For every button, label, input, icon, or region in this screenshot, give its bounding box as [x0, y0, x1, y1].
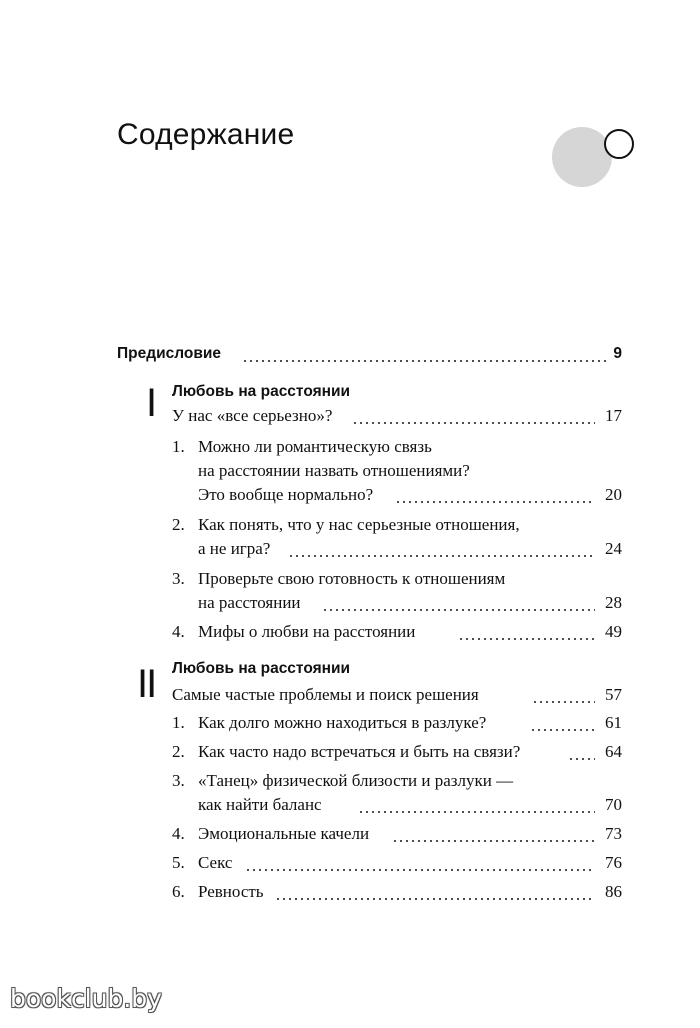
- toc-entry-chapter-2-6[interactable]: 6. Ревность 86: [172, 882, 622, 901]
- toc-entry-chapter-2-5[interactable]: 5. Секс 76: [172, 853, 622, 872]
- toc-entry-chapter-2-2[interactable]: 2. Как часто надо встречаться и быть на связи? 64: [172, 742, 622, 761]
- toc-leader: [392, 840, 595, 842]
- toc-entry-line: Это вообще нормально? 20: [198, 485, 622, 504]
- toc-preface-label: Предисловие: [117, 345, 222, 362]
- toc-leader: [568, 758, 595, 760]
- page-title: Содержание: [117, 118, 295, 151]
- part-heading-1: Любовь на расстоянии: [172, 383, 351, 400]
- toc-leader: [358, 811, 595, 813]
- toc-entry-part2-subtitle[interactable]: Самые частые проблемы и поиск решения 57: [172, 685, 622, 704]
- toc-leader: [395, 501, 595, 503]
- toc-leader: [530, 729, 595, 731]
- toc-leader: [242, 360, 608, 362]
- toc-entry-line: на расстоянии 28: [198, 593, 622, 612]
- watermark: bookclub.by: [10, 984, 162, 1013]
- toc-entry-chapter-1-1[interactable]: 1. Можно ли романтическую связь: [172, 437, 432, 456]
- toc-entry-preface[interactable]: [0, 341, 700, 367]
- circles-decoration: [546, 124, 646, 204]
- toc-entry-line: а не игра? 24: [198, 539, 622, 558]
- toc-entry-line: как найти баланс 70: [198, 795, 622, 814]
- toc-entry-chapter-2-3[interactable]: 3. «Танец» физической близости и разлуки —: [172, 771, 514, 790]
- toc-entry-line: на расстоянии назвать отношениями?: [198, 461, 470, 480]
- part-numeral: II: [137, 662, 156, 706]
- toc-leader: [245, 869, 595, 871]
- part-numeral: I: [146, 381, 156, 425]
- toc-leader: [352, 422, 595, 424]
- toc-entry-chapter-2-4[interactable]: 4. Эмоциональные качели 73: [172, 824, 622, 843]
- toc-entry-chapter-2-1[interactable]: 1. Как долго можно находиться в разлуке? 61: [172, 713, 622, 732]
- toc-leader: [275, 898, 595, 900]
- toc-leader: [532, 701, 595, 703]
- toc-leader: [288, 555, 595, 557]
- toc-entry-chapter-1-3[interactable]: 3. Проверьте свою готовность к отношениям: [172, 569, 506, 588]
- toc-leader: [458, 638, 595, 640]
- toc-entry-chapter-1-4[interactable]: 4. Мифы о любви на расстоянии 49: [172, 622, 622, 641]
- toc-leader: [322, 609, 595, 611]
- toc-entry-part1-subtitle[interactable]: У нас «все серьезно»? 17: [172, 406, 622, 425]
- toc-page-number: 9: [613, 345, 622, 362]
- toc-entry-chapter-1-2[interactable]: 2. Как понять, что у нас серьезные отношения,: [172, 515, 520, 534]
- part-heading-2: Любовь на расстоянии: [172, 660, 351, 677]
